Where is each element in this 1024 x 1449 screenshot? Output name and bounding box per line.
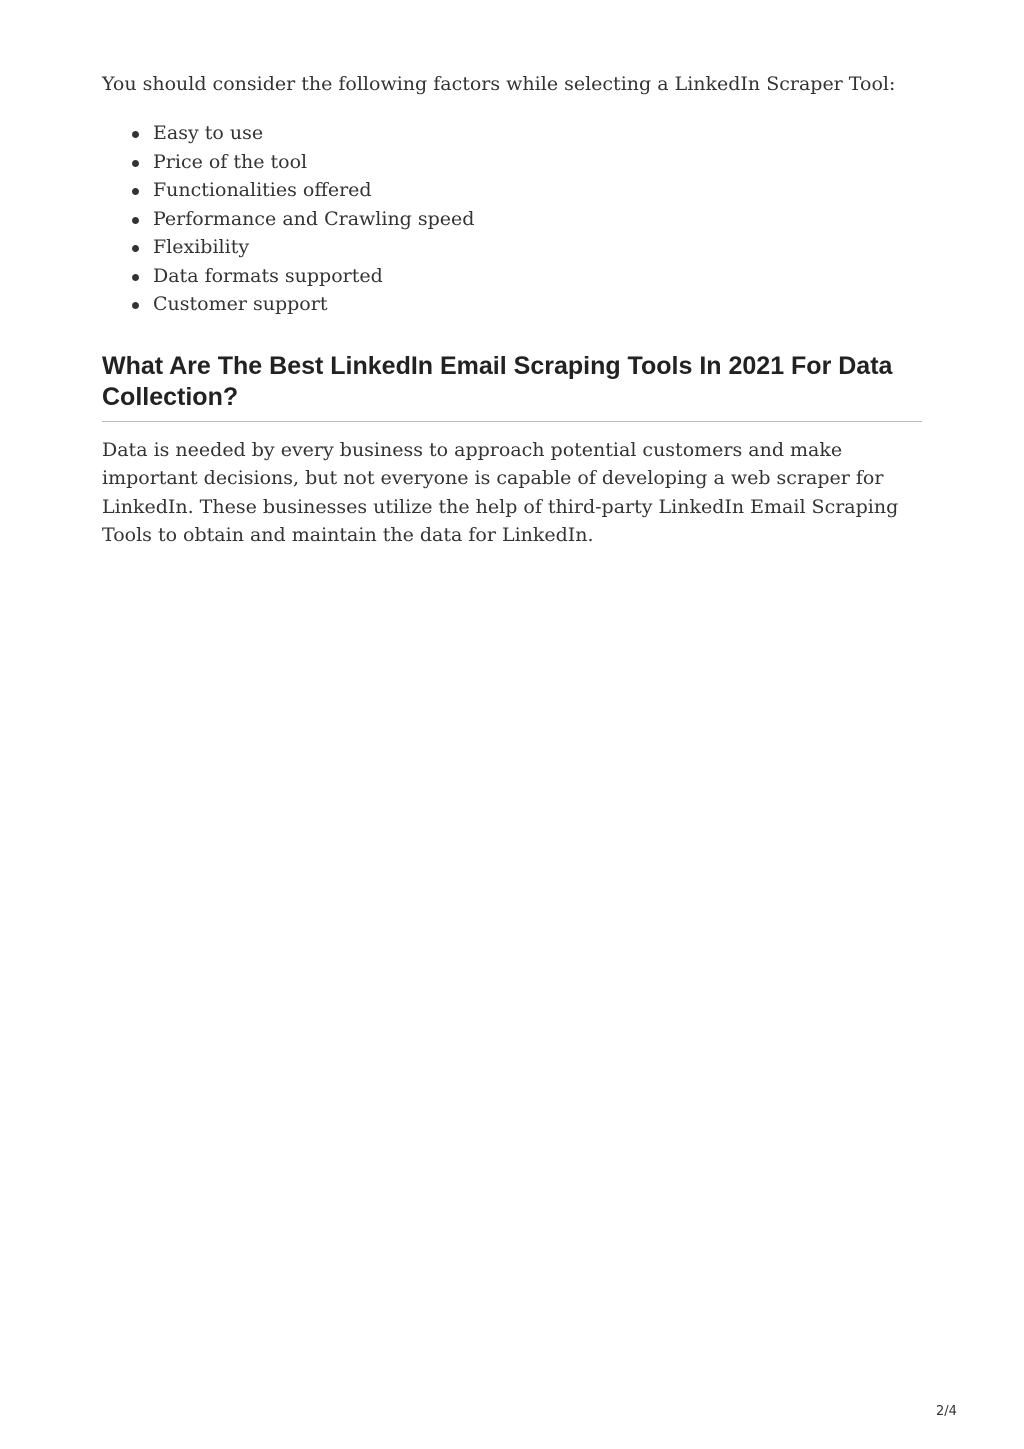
list-item (153, 205, 922, 234)
section-paragraph: Data is needed by every business to approach potential customers and make important decisions, but not everyone is capable of developing a web scraper for LinkedIn. These businesses utilize the help of third-party LinkedIn Email Scraping Tools to obtain and maintain the data for LinkedIn. (102, 438, 899, 546)
bullet-icon (132, 274, 139, 281)
list-item (153, 262, 922, 291)
list-item (153, 119, 922, 148)
list-item-text: Data formats supported (153, 264, 383, 287)
bullet-icon (132, 217, 139, 224)
page-number: 2/4 (936, 1404, 957, 1419)
list-item-text: Easy to use (153, 122, 264, 144)
section-heading: What Are The Best LinkedIn Email Scraping Tools In 2021 For Data Collection? (102, 351, 922, 422)
list-item-text: Customer support (153, 293, 328, 315)
list-item (153, 290, 922, 319)
list-item (153, 233, 922, 262)
list-item-text: Flexibility (153, 236, 250, 258)
bullet-icon (132, 302, 139, 309)
list-item (153, 176, 922, 205)
bullet-icon (132, 160, 139, 167)
list-item-text: Performance and Crawling speed (153, 207, 475, 230)
bullet-icon (132, 245, 139, 252)
intro-paragraph: You should consider the following factors while selecting a LinkedIn Scraper Tool: (102, 73, 896, 95)
bullet-icon (132, 188, 139, 195)
bullet-icon (132, 131, 139, 138)
list-item (153, 148, 922, 177)
list-item-text: Price of the tool (153, 150, 308, 173)
document-content (102, 70, 922, 550)
factor-list (102, 119, 922, 319)
list-item-text: Functionalities offered (153, 179, 372, 201)
